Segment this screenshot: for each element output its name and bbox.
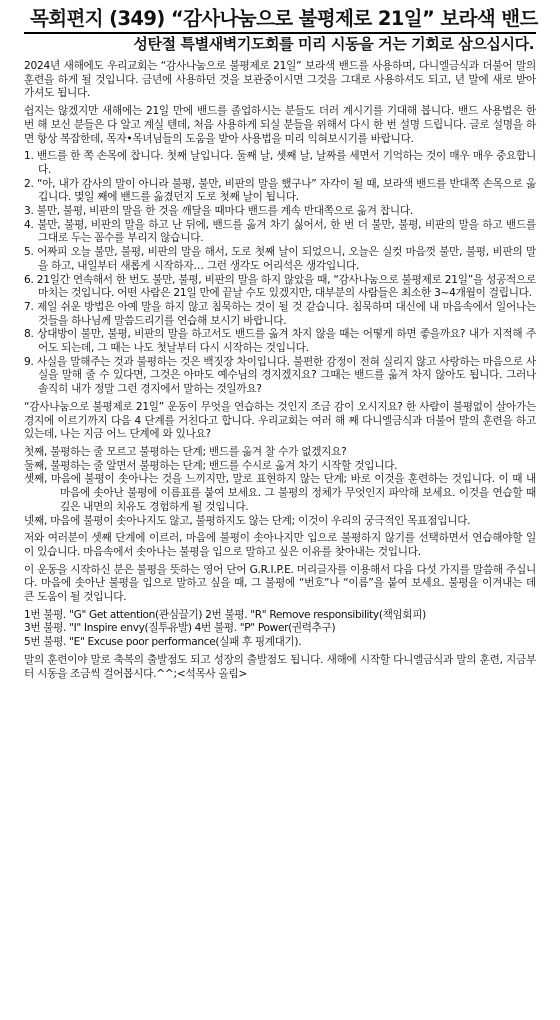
intro-paragraph-2: 쉽지는 않겠지만 새해에는 21일 만에 밴드를 졸업하시는 분들도 더러 계시기를 기대해 봅니다. 밴드 사용법은 한 번 해 보신 분들은 다 알고 계실 텐데, 처음 사용하게 되실 분들을 위해서 다시 한 번 설명 드립니다. 글로 설명을 하면 항상 복잡한데, 목자•목녀님들의 도움을 받아 사용법을 미리 익혀보시기를 바랍니다. <box>24 105 536 145</box>
third-stage-paragraph: 저와 여러분이 셋째 단계에 이르러, 마음에 불평이 솟아나지만 입으로 불평하지 않기를 선택하면서 연습해야할 일이 있습니다. 마음속에서 솟아나는 불평을 입으로 말하고 싶은 이유를 찾아내는 것입니다. <box>24 532 536 558</box>
stage-item: 첫째, 불평하는 줄 모르고 불평하는 단계; 밴드를 옮겨 찰 수가 없겠지요? <box>24 445 347 458</box>
gripe-row: 3번 불평. "I" Inspire envy(질투유발) 4번 불평. "P" Power(권력추구) <box>24 622 336 635</box>
step-item: 4. 불만, 불평, 비판의 말을 하고 난 뒤에, 밴드를 옮겨 차기 싫어서, 한 번 더 불만, 불평, 비판의 말을 하고 밴드를 그대로 두는 꼼수를 부리지 않습니다. <box>24 218 536 245</box>
step-item: 9. 사실을 말해주는 것과 불평하는 것은 백짓장 차이입니다. 불편한 감정이 전혀 실리지 않고 사랑하는 마음으로 사실을 말해 줄 수 있다면, 그것은 아마도 예수님의 경지겠지요? 그때는 밴드를 옮겨 차지 않아도 됩니다. 그러나 솔직히 내가 정말 그런 경지에서 말하는 것일까요? <box>24 355 536 396</box>
step-item: 1. 밴드를 한 쪽 손목에 찹니다. 첫째 날입니다. 둘째 날, 셋째 날, 날짜를 세면서 기억하는 것이 매우 매우 중요합니다. <box>24 150 536 176</box>
gripe-list <box>24 609 536 650</box>
step-item: 8. 상대방이 불만, 불평, 비판의 말을 하고서도 밴드를 옮겨 차지 않을 때는 어떻게 하면 좋을까요? 내가 지적해 주어도 되는데, 그 때는 나도 첫날부터 다시 시작하는 것입니다. <box>24 328 536 355</box>
step-item: 5. 어짜피 오늘 불만, 불평, 비판의 말을 해서, 도로 첫째 날이 되었으니, 오늘은 실컷 마음껏 불만, 불평, 비판의 말을 하고, 내일부터 새롭게 시작하자… 그런 생각도 어리석은 생각입니다. <box>24 246 536 272</box>
step-item: 7. 제일 쉬운 방법은 아예 말을 하지 않고 침묵하는 것이 될 것 같습니다. 침묵하며 대신에 내 마음속에서 일어나는 것들을 하나님께 말씀드리기를 연습해 보시기 바랍니다. <box>24 300 536 327</box>
gripe-row: 5번 불평. "E" Excuse poor performance(실패 후 핑계대기). <box>24 636 302 649</box>
step-item: 2. “아, 내가 감사의 말이 아니라 불평, 불만, 비판의 말을 했구나” 자각이 될 때, 보라색 밴드를 반대쪽 손목으로 옮깁니다. 몇일 째에 밴드를 옮겼던지 도로 첫째 날이 됩니다. <box>24 177 536 204</box>
intro-paragraph-1: 2024년 새해에도 우리교회는 “감사나눔으로 불평제로 21일” 보라색 밴드를 사용하며, 다니엘금식과 더불어 말의 훈련을 하게 될 것입니다. 금년에 사용하던 것을 보관중이시면 그것을 그대로 사용하셔도 되고, 년 말에 새로 받아 가셔도 됩니다. <box>24 60 536 100</box>
stage-item: 셋째, 마음에 불평이 솟아나는 것을 느끼지만, 말로 표현하지 않는 단계; 바로 이것을 훈련하는 것입니다. 이 때 내 마음에 솟아난 불평에 이름표를 붙여 보세요. 그 불평의 정체가 무엇인지 파악해 보세요. 이것을 연습할 때 깊은 내면의 치유도 경험하게 될 것입니다. <box>24 473 536 513</box>
stages-list <box>24 446 536 528</box>
step-item: 3. 불만, 불평, 비판의 말을 한 것을 깨달을 때마다 밴드를 계속 반대쪽으로 옮겨 찹니다. <box>24 205 413 218</box>
stage-item: 넷째, 마음에 불평이 솟아나지도 않고, 불평하지도 않는 단계; 이것이 우리의 궁극적인 목표점입니다. <box>24 514 471 527</box>
page-title: 목회편지 (349) “감사나눔으로 불평제로 21일” 보라색 밴드 <box>24 6 536 34</box>
step-item: 6. 21일간 연속해서 한 번도 불만, 불평, 비판의 말을 하지 않았을 때, “감사나눔으로 불평제로 21일”을 성공적으로 마치는 것입니다. 어떤 사람은 21일 만에 끝날 수도 있겠지만, 대부분의 사람들은 최소한 3~4개월이 걸립니다. <box>24 273 536 300</box>
gripe-paragraph: 이 운동을 시작하신 분은 불평을 뜻하는 영어 단어 G.R.I.P.E. 머리글자를 이용해서 다음 다섯 가지를 말씀해 주십니다. 마음에 솟아난 불평을 입으로 말하고 싶을 때, 그 불평에 “번호”나 “이름”을 붙여 보세요. 불평을 이겨내는 데 큰 도움이 될 것입니다. <box>24 563 536 604</box>
steps-list <box>24 150 536 397</box>
gripe-row: 1번 불평. "G" Get attention(관심끌기) 2번 불평. "R" Remove responsibility(책임회피) <box>24 608 426 621</box>
stages-intro: “감사나눔으로 불평제로 21일” 운동이 무엇을 연습하는 것인지 조금 감이 오시지요? 한 사람이 불평없이 살아가는 경지에 이르기까지 다음 4 단계를 거친다고 합니다. 우리교회는 여러 해 째 다니엘금식과 더불어 말의 훈련을 하고 있는데, 나는 지금 어느 단계에 와 있나요? <box>24 400 536 441</box>
closing-paragraph: 말의 훈련이야 말로 축복의 출발점도 되고 성장의 출발점도 됩니다. 새해에 시작할 다니엘금식과 말의 훈련, 지금부터 시동을 조금씩 걸어봅시다.^^;<석목사 올림> <box>24 653 536 680</box>
stage-item: 둘째, 불평하는 줄 알면서 불평하는 단계; 밴드를 수시로 옮겨 차기 시작할 것입니다. <box>24 459 398 472</box>
page-subtitle: 성탄절 특별새벽기도회를 미리 시동을 거는 기회로 삼으십시다. <box>133 35 534 53</box>
